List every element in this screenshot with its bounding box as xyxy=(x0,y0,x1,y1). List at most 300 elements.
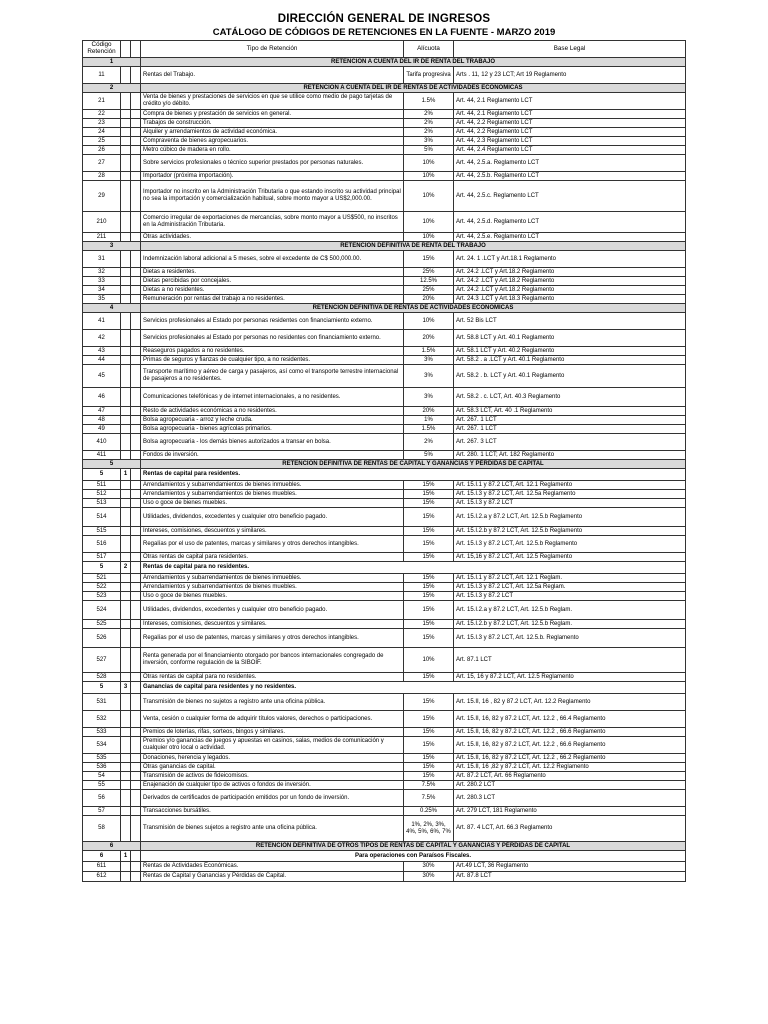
row-type: Reaseguros pagados a no residentes. xyxy=(141,347,404,356)
row-blank-2 xyxy=(131,172,141,181)
row-code: 48 xyxy=(83,416,121,425)
row-blank-2 xyxy=(131,137,141,146)
row-code: 515 xyxy=(83,527,121,536)
column-header-blank-1 xyxy=(121,41,131,58)
row-type: Regalías por el uso de patentes, marcas y similares y otros derechos intangibles. xyxy=(141,536,404,553)
row-blank-2 xyxy=(131,356,141,365)
row-blank-2 xyxy=(131,119,141,128)
row-blank-1 xyxy=(121,629,131,648)
section-code: 5 xyxy=(83,460,141,469)
subsection-code-b: 2 xyxy=(121,562,131,574)
row-type: Remuneración por rentas del trabajo a no residentes. xyxy=(141,295,404,304)
subsection-title: Para operaciones con Paraísos Fiscales. xyxy=(141,851,686,862)
row-blank-2 xyxy=(131,790,141,807)
table-row xyxy=(83,347,686,356)
row-blank-1 xyxy=(121,790,131,807)
row-blank-1 xyxy=(121,313,131,330)
row-rate: 3% xyxy=(404,365,454,388)
row-rate: 15% xyxy=(404,737,454,754)
row-blank-2 xyxy=(131,763,141,772)
row-rate: 10% xyxy=(404,313,454,330)
row-code: 28 xyxy=(83,172,121,181)
row-blank-1 xyxy=(121,172,131,181)
row-blank-2 xyxy=(131,295,141,304)
row-rate: 3% xyxy=(404,388,454,407)
row-code: 211 xyxy=(83,233,121,242)
row-rate: 30% xyxy=(404,862,454,872)
row-legal: Art. 15.II, 16 , 82 y 87.2 LCT, Art. 12.2 Reglamento xyxy=(454,694,686,711)
row-rate: 3% xyxy=(404,356,454,365)
table-row xyxy=(83,673,686,682)
table-row xyxy=(83,67,686,84)
table-row xyxy=(83,313,686,330)
row-blank-1 xyxy=(121,620,131,629)
row-code: 524 xyxy=(83,601,121,620)
row-code: 533 xyxy=(83,728,121,737)
row-code: 33 xyxy=(83,277,121,286)
row-legal: Art. 15, 16 y 87.2 LCT, Art. 12.5 Reglamento xyxy=(454,673,686,682)
row-type: Utilidades, dividendos, excedentes y cualquier otro beneficio pagado. xyxy=(141,508,404,527)
row-legal: Art. 267. 3 LCT xyxy=(454,434,686,451)
row-rate: 1.5% xyxy=(404,93,454,110)
table-row xyxy=(83,781,686,790)
row-legal: Art. 44, 2.1 Reglamento LCT xyxy=(454,110,686,119)
row-legal: Art. 44, 2.5.b. Reglamento LCT xyxy=(454,172,686,181)
row-blank-2 xyxy=(131,673,141,682)
row-type: Transmisión de bienes sujetos a registro ante una oficina pública. xyxy=(141,816,404,842)
row-blank-2 xyxy=(131,872,141,882)
subsection-code-b: 1 xyxy=(121,469,131,481)
row-rate: 2% xyxy=(404,119,454,128)
table-row xyxy=(83,629,686,648)
row-type: Arrendamientos y subarrendamientos de bienes inmuebles. xyxy=(141,574,404,583)
row-blank-1 xyxy=(121,527,131,536)
table-row xyxy=(83,648,686,673)
row-blank-1 xyxy=(121,137,131,146)
row-blank-1 xyxy=(121,416,131,425)
row-type: Metro cúbico de madera en rollo. xyxy=(141,146,404,155)
subsection-blank xyxy=(131,469,141,481)
table-row xyxy=(83,388,686,407)
row-code: 511 xyxy=(83,481,121,490)
table-row xyxy=(83,137,686,146)
row-type: Dietas percibidas por concejales. xyxy=(141,277,404,286)
table-row xyxy=(83,601,686,620)
row-legal: Art. 58.2 . b. LCT y Art. 40.1 Reglamento xyxy=(454,365,686,388)
table-row xyxy=(83,407,686,416)
row-type: Compraventa de bienes agropecuarios. xyxy=(141,137,404,146)
row-blank-2 xyxy=(131,67,141,84)
row-type: Sobre servicios profesionales o técnico superior prestados por personas naturales. xyxy=(141,155,404,172)
row-legal: Art. 44, 2.5.a. Reglamento LCT xyxy=(454,155,686,172)
row-rate: 2% xyxy=(404,434,454,451)
row-code: 22 xyxy=(83,110,121,119)
row-legal: Art. 87.1 LCT xyxy=(454,648,686,673)
row-rate: 15% xyxy=(404,763,454,772)
row-blank-1 xyxy=(121,728,131,737)
row-type: Renta generada por el financiamiento otorgado por bancos internacionales congregado de inversión, conforme regulación de la SIBOIF. xyxy=(141,648,404,673)
row-blank-2 xyxy=(131,313,141,330)
row-rate: 15% xyxy=(404,583,454,592)
table-row xyxy=(83,356,686,365)
row-blank-1 xyxy=(121,499,131,508)
row-blank-2 xyxy=(131,601,141,620)
row-blank-2 xyxy=(131,425,141,434)
row-type: Intereses, comisiones, descuentos y similares. xyxy=(141,620,404,629)
table-row xyxy=(83,146,686,155)
row-legal: Art. 87. 4 LCT, Art. 66.3 Reglamento xyxy=(454,816,686,842)
row-blank-2 xyxy=(131,737,141,754)
row-blank-1 xyxy=(121,737,131,754)
row-blank-2 xyxy=(131,711,141,728)
row-legal: Art. 15.II, 16, 82 y 87.2 LCT, Art. 12.2 , 66.6 Reglamento xyxy=(454,737,686,754)
row-blank-1 xyxy=(121,181,131,212)
row-type: Otras rentas de capital para residentes. xyxy=(141,553,404,562)
row-code: 210 xyxy=(83,212,121,233)
withholding-codes-table xyxy=(82,40,686,882)
row-blank-2 xyxy=(131,286,141,295)
row-legal: Art. 24.2 .LCT y Art.18.2 Reglamento xyxy=(454,286,686,295)
section-title: RETENCIÓN A CUENTA DEL IR DE RENTAS DE ACTIVIDADES ECONÓMICAS xyxy=(141,84,686,93)
table-row xyxy=(83,128,686,137)
row-code: 536 xyxy=(83,763,121,772)
row-legal: Art. 279 LCT, 181 Reglamento xyxy=(454,807,686,816)
row-code: 42 xyxy=(83,330,121,347)
row-type: Uso o goce de bienes muebles. xyxy=(141,499,404,508)
row-rate: 15% xyxy=(404,754,454,763)
table-row xyxy=(83,807,686,816)
subsection-row xyxy=(83,851,686,862)
row-legal: Art. 87.2 LCT, Art. 66 Reglamento xyxy=(454,772,686,781)
row-code: 527 xyxy=(83,648,121,673)
section-title: RETENCIÓN DEFINITIVA DE RENTAS DE CAPITAL Y GANANCIAS Y PÉRDIDAS DE CAPITAL xyxy=(141,460,686,469)
row-legal: Art. 44, 2.4 Reglamento LCT xyxy=(454,146,686,155)
row-legal: Art. 44, 2.3 Reglamento LCT xyxy=(454,137,686,146)
row-rate: 1% xyxy=(404,416,454,425)
table-row xyxy=(83,212,686,233)
row-legal: Art.49 LCT, 36 Reglamento xyxy=(454,862,686,872)
row-type: Uso o goce de bienes muebles. xyxy=(141,592,404,601)
row-legal: Art. 44, 2.5.d. Reglamento LCT xyxy=(454,212,686,233)
subsection-blank xyxy=(131,682,141,694)
row-code: 57 xyxy=(83,807,121,816)
column-header-rate: Alícuota xyxy=(404,41,454,58)
table-row xyxy=(83,416,686,425)
row-legal: Art. 24.2 .LCT y Art.18.2 Reglamento xyxy=(454,277,686,286)
row-legal: Art. 58.1 LCT y Art. 40.2 Reglamento xyxy=(454,347,686,356)
row-legal: Art. 15.II, 16 ,82 y 87.2 LCT, Art. 12.2 Reglamento xyxy=(454,763,686,772)
row-rate: 15% xyxy=(404,772,454,781)
subsection-row xyxy=(83,562,686,574)
row-blank-2 xyxy=(131,592,141,601)
subsection-code-a: 5 xyxy=(83,469,121,481)
row-blank-1 xyxy=(121,862,131,872)
row-blank-1 xyxy=(121,233,131,242)
row-legal: Art. 15.I.2.b y 87.2 LCT, Art. 12.5.b Reglamento xyxy=(454,527,686,536)
row-legal: Art. 15.I.2.a y 87.2 LCT, Art. 12.5.b Reglam. xyxy=(454,601,686,620)
row-blank-2 xyxy=(131,807,141,816)
row-blank-2 xyxy=(131,128,141,137)
row-code: 410 xyxy=(83,434,121,451)
row-blank-2 xyxy=(131,451,141,460)
column-header-blank-2 xyxy=(131,41,141,58)
row-blank-1 xyxy=(121,872,131,882)
table-row xyxy=(83,268,686,277)
table-row xyxy=(83,155,686,172)
table-row xyxy=(83,592,686,601)
row-rate: 10% xyxy=(404,155,454,172)
row-rate: 15% xyxy=(404,601,454,620)
row-type: Indemnización laboral adicional a 5 meses, sobre el excedente de C$ 500,000.00. xyxy=(141,251,404,268)
row-legal: Art. 24. 1 .LCT y Art.18.1 Reglamento xyxy=(454,251,686,268)
row-blank-1 xyxy=(121,583,131,592)
subsection-code-b: 1 xyxy=(121,851,131,862)
row-type: Arrendamientos y subarrendamientos de bienes inmuebles. xyxy=(141,481,404,490)
row-type: Arrendamientos y subarrendamientos de bienes muebles. xyxy=(141,490,404,499)
table-row xyxy=(83,93,686,110)
section-title: RETENCIÓN DEFINITIVA DE RENTAS DE ACTIVIDADES ECONÓMICAS xyxy=(141,304,686,313)
row-blank-2 xyxy=(131,277,141,286)
row-legal: Art. 44, 2.5.c. Reglamento LCT xyxy=(454,181,686,212)
table-row xyxy=(83,181,686,212)
row-type: Rentas de Actividades Económicas. xyxy=(141,862,404,872)
row-rate: 10% xyxy=(404,648,454,673)
row-rate: 1%, 2%, 3%, 4%, 5%, 6%, 7% xyxy=(404,816,454,842)
subsection-code-a: 6 xyxy=(83,851,121,862)
section-code: 2 xyxy=(83,84,141,93)
row-rate: 10% xyxy=(404,172,454,181)
row-blank-1 xyxy=(121,286,131,295)
row-blank-1 xyxy=(121,356,131,365)
row-rate: 15% xyxy=(404,536,454,553)
row-blank-2 xyxy=(131,781,141,790)
table-row xyxy=(83,728,686,737)
column-header-type: Tipo de Retención xyxy=(141,41,404,58)
row-blank-1 xyxy=(121,277,131,286)
row-rate: 20% xyxy=(404,295,454,304)
table-row xyxy=(83,574,686,583)
row-legal: Art. 44, 2.2 Reglamento LCT xyxy=(454,119,686,128)
row-legal: Art. 15.I.1 y 87.2 LCT, Art. 12.1 Reglamento xyxy=(454,481,686,490)
row-blank-1 xyxy=(121,155,131,172)
row-blank-2 xyxy=(131,155,141,172)
row-blank-2 xyxy=(131,499,141,508)
row-code: 41 xyxy=(83,313,121,330)
row-blank-2 xyxy=(131,434,141,451)
row-blank-2 xyxy=(131,772,141,781)
row-blank-2 xyxy=(131,481,141,490)
row-blank-1 xyxy=(121,772,131,781)
row-legal: Art. 15.II, 16, 82 y 87.2 LCT, Art. 12.2 , 66.2 Reglamento xyxy=(454,754,686,763)
row-type: Trabajos de construcción. xyxy=(141,119,404,128)
table-row xyxy=(83,434,686,451)
row-legal: Art. 15.I.3 y 87.2 LCT, Art. 12.5.b. Reglamento xyxy=(454,629,686,648)
row-code: 25 xyxy=(83,137,121,146)
section-code: 3 xyxy=(83,242,141,251)
row-blank-1 xyxy=(121,67,131,84)
row-legal: Art. 15.I.3 y 87.2 LCT, Art. 12.5a Reglamento xyxy=(454,490,686,499)
row-blank-2 xyxy=(131,620,141,629)
row-code: 24 xyxy=(83,128,121,137)
row-legal: Art. 87.8 LCT xyxy=(454,872,686,882)
row-code: 522 xyxy=(83,583,121,592)
row-rate: 3% xyxy=(404,137,454,146)
row-rate: 1.5% xyxy=(404,425,454,434)
row-blank-2 xyxy=(131,508,141,527)
row-legal: Art. 15,16 y 87.2 LCT, Art. 12.5 Reglamento xyxy=(454,553,686,562)
row-type: Premios de loterías, rifas, sorteos, bingos y similares. xyxy=(141,728,404,737)
row-rate: 15% xyxy=(404,508,454,527)
row-rate: Tarifa progresiva xyxy=(404,67,454,84)
row-legal: Art. 15.II, 16, 82 y 87.2 LCT, Art. 12.2 , 66.4 Reglamento xyxy=(454,711,686,728)
row-blank-2 xyxy=(131,110,141,119)
row-blank-1 xyxy=(121,763,131,772)
row-rate: 2% xyxy=(404,110,454,119)
row-blank-1 xyxy=(121,481,131,490)
table-row xyxy=(83,451,686,460)
row-rate: 15% xyxy=(404,592,454,601)
row-blank-2 xyxy=(131,233,141,242)
row-blank-1 xyxy=(121,694,131,711)
row-code: 531 xyxy=(83,694,121,711)
row-blank-2 xyxy=(131,365,141,388)
row-legal: Arts . 11, 12 y 23 LCT; Art 19 Reglamento xyxy=(454,67,686,84)
row-type: Servicios profesionales al Estado por personas residentes con financiamiento externo. xyxy=(141,313,404,330)
row-rate: 10% xyxy=(404,212,454,233)
row-type: Alquiler y arrendamientos de actividad económica. xyxy=(141,128,404,137)
row-type: Importador (próxima importación). xyxy=(141,172,404,181)
row-blank-2 xyxy=(131,347,141,356)
row-blank-2 xyxy=(131,416,141,425)
row-blank-1 xyxy=(121,508,131,527)
row-blank-1 xyxy=(121,673,131,682)
table-row xyxy=(83,694,686,711)
row-code: 512 xyxy=(83,490,121,499)
subsection-code-a: 5 xyxy=(83,682,121,694)
row-rate: 15% xyxy=(404,629,454,648)
row-legal: Art. 15.II, 16, 82 y 87.2 LCT, Art. 12.2 , 66.6 Reglamento xyxy=(454,728,686,737)
subsection-title: Rentas de capital para no residentes. xyxy=(141,562,686,574)
row-rate: 0.25% xyxy=(404,807,454,816)
row-type: Enajenación de cualquier tipo de activos o fondos de inversión. xyxy=(141,781,404,790)
row-rate: 15% xyxy=(404,553,454,562)
subsection-code-a: 5 xyxy=(83,562,121,574)
row-code: 23 xyxy=(83,119,121,128)
row-legal: Art. 280. 1 LCT; Art. 182 Reglamento xyxy=(454,451,686,460)
row-rate: 2% xyxy=(404,128,454,137)
row-type: Resto de actividades económicas a no residentes. xyxy=(141,407,404,416)
row-type: Derivados de certificados de participación emitidos por un fondo de inversión. xyxy=(141,790,404,807)
table-row xyxy=(83,620,686,629)
row-code: 21 xyxy=(83,93,121,110)
row-code: 27 xyxy=(83,155,121,172)
row-rate: 5% xyxy=(404,146,454,155)
table-row xyxy=(83,490,686,499)
row-blank-1 xyxy=(121,601,131,620)
row-legal: Art. 44, 2.2 Reglamento LCT xyxy=(454,128,686,137)
section-row xyxy=(83,842,686,851)
row-rate: 15% xyxy=(404,490,454,499)
row-blank-1 xyxy=(121,93,131,110)
row-type: Transmisión de activos de fideicomisos. xyxy=(141,772,404,781)
row-legal: Art. 15.I.3 y 87.2 LCT, Art. 12.5a Reglam. xyxy=(454,583,686,592)
row-type: Transacciones bursátiles. xyxy=(141,807,404,816)
row-rate: 15% xyxy=(404,711,454,728)
row-blank-2 xyxy=(131,527,141,536)
row-legal: Art. 15.I.3 y 87.2 LCT xyxy=(454,592,686,601)
row-legal: Art. 58.2 . c. LCT, Art. 40.3 Reglamento xyxy=(454,388,686,407)
row-type: Transporte marítimo y aéreo de carga y pasajeros, así como el transporte terrestre internacional de pasajeros a no residentes. xyxy=(141,365,404,388)
row-type: Servicios profesionales al Estado por personas no residentes con financiamiento externo. xyxy=(141,330,404,347)
section-title: RETENCIÓN DEFINITIVA DE RENTA DEL TRABAJO xyxy=(141,242,686,251)
document-title: DIRECCIÓN GENERAL DE INGRESOS xyxy=(277,13,491,25)
table-row xyxy=(83,790,686,807)
row-blank-2 xyxy=(131,574,141,583)
row-code: 513 xyxy=(83,499,121,508)
section-row xyxy=(83,58,686,67)
row-rate: 15% xyxy=(404,527,454,536)
row-code: 43 xyxy=(83,347,121,356)
row-legal: Art. 24.3 .LCT y Art.18.3 Reglamento xyxy=(454,295,686,304)
row-code: 612 xyxy=(83,872,121,882)
row-rate: 15% xyxy=(404,620,454,629)
row-blank-2 xyxy=(131,629,141,648)
row-legal: Art. 15.I.2.a y 87.2 LCT, Art. 12.5.b Reglamento xyxy=(454,508,686,527)
row-blank-2 xyxy=(131,754,141,763)
row-code: 514 xyxy=(83,508,121,527)
row-type: Bolsa agropecuaria - los demás bienes autorizados a transar en bolsa. xyxy=(141,434,404,451)
row-type: Comunicaciones telefónicas y de internet internacionales, a no residentes. xyxy=(141,388,404,407)
row-blank-2 xyxy=(131,212,141,233)
table-row xyxy=(83,527,686,536)
row-legal: Art. 15.I.3 y 87.2 LCT xyxy=(454,499,686,508)
table-row xyxy=(83,754,686,763)
row-blank-2 xyxy=(131,407,141,416)
row-type: Regalías por el uso de patentes, marcas y similares y otros derechos intangibles. xyxy=(141,629,404,648)
table-row xyxy=(83,536,686,553)
table-row xyxy=(83,425,686,434)
column-header-code: Código Retención xyxy=(83,41,121,58)
table-row xyxy=(83,365,686,388)
row-rate: 15% xyxy=(404,673,454,682)
row-blank-1 xyxy=(121,146,131,155)
row-blank-1 xyxy=(121,816,131,842)
row-blank-1 xyxy=(121,451,131,460)
row-type: Intereses, comisiones, descuentos y similares. xyxy=(141,527,404,536)
table-row xyxy=(83,711,686,728)
table-row xyxy=(83,862,686,872)
row-blank-1 xyxy=(121,388,131,407)
row-blank-2 xyxy=(131,330,141,347)
row-rate: 10% xyxy=(404,181,454,212)
row-code: 26 xyxy=(83,146,121,155)
row-code: 44 xyxy=(83,356,121,365)
row-legal: Art. 15.I.3 y 87.2 LCT, Art. 12.5.b Reglamento xyxy=(454,536,686,553)
row-blank-1 xyxy=(121,330,131,347)
row-blank-2 xyxy=(131,251,141,268)
row-code: 55 xyxy=(83,781,121,790)
row-rate: 12.5% xyxy=(404,277,454,286)
row-code: 35 xyxy=(83,295,121,304)
row-code: 516 xyxy=(83,536,121,553)
row-blank-1 xyxy=(121,425,131,434)
row-blank-1 xyxy=(121,553,131,562)
row-type: Venta, cesión o cualquier forma de adquirir títulos valores, derechos o participaciones. xyxy=(141,711,404,728)
row-blank-1 xyxy=(121,128,131,137)
row-legal: Art. 15.I.1 y 87.2 LCT, Art. 12.1 Reglam. xyxy=(454,574,686,583)
row-legal: Art. 58.8 LCT y Art. 40.1 Reglamento xyxy=(454,330,686,347)
table-row xyxy=(83,251,686,268)
